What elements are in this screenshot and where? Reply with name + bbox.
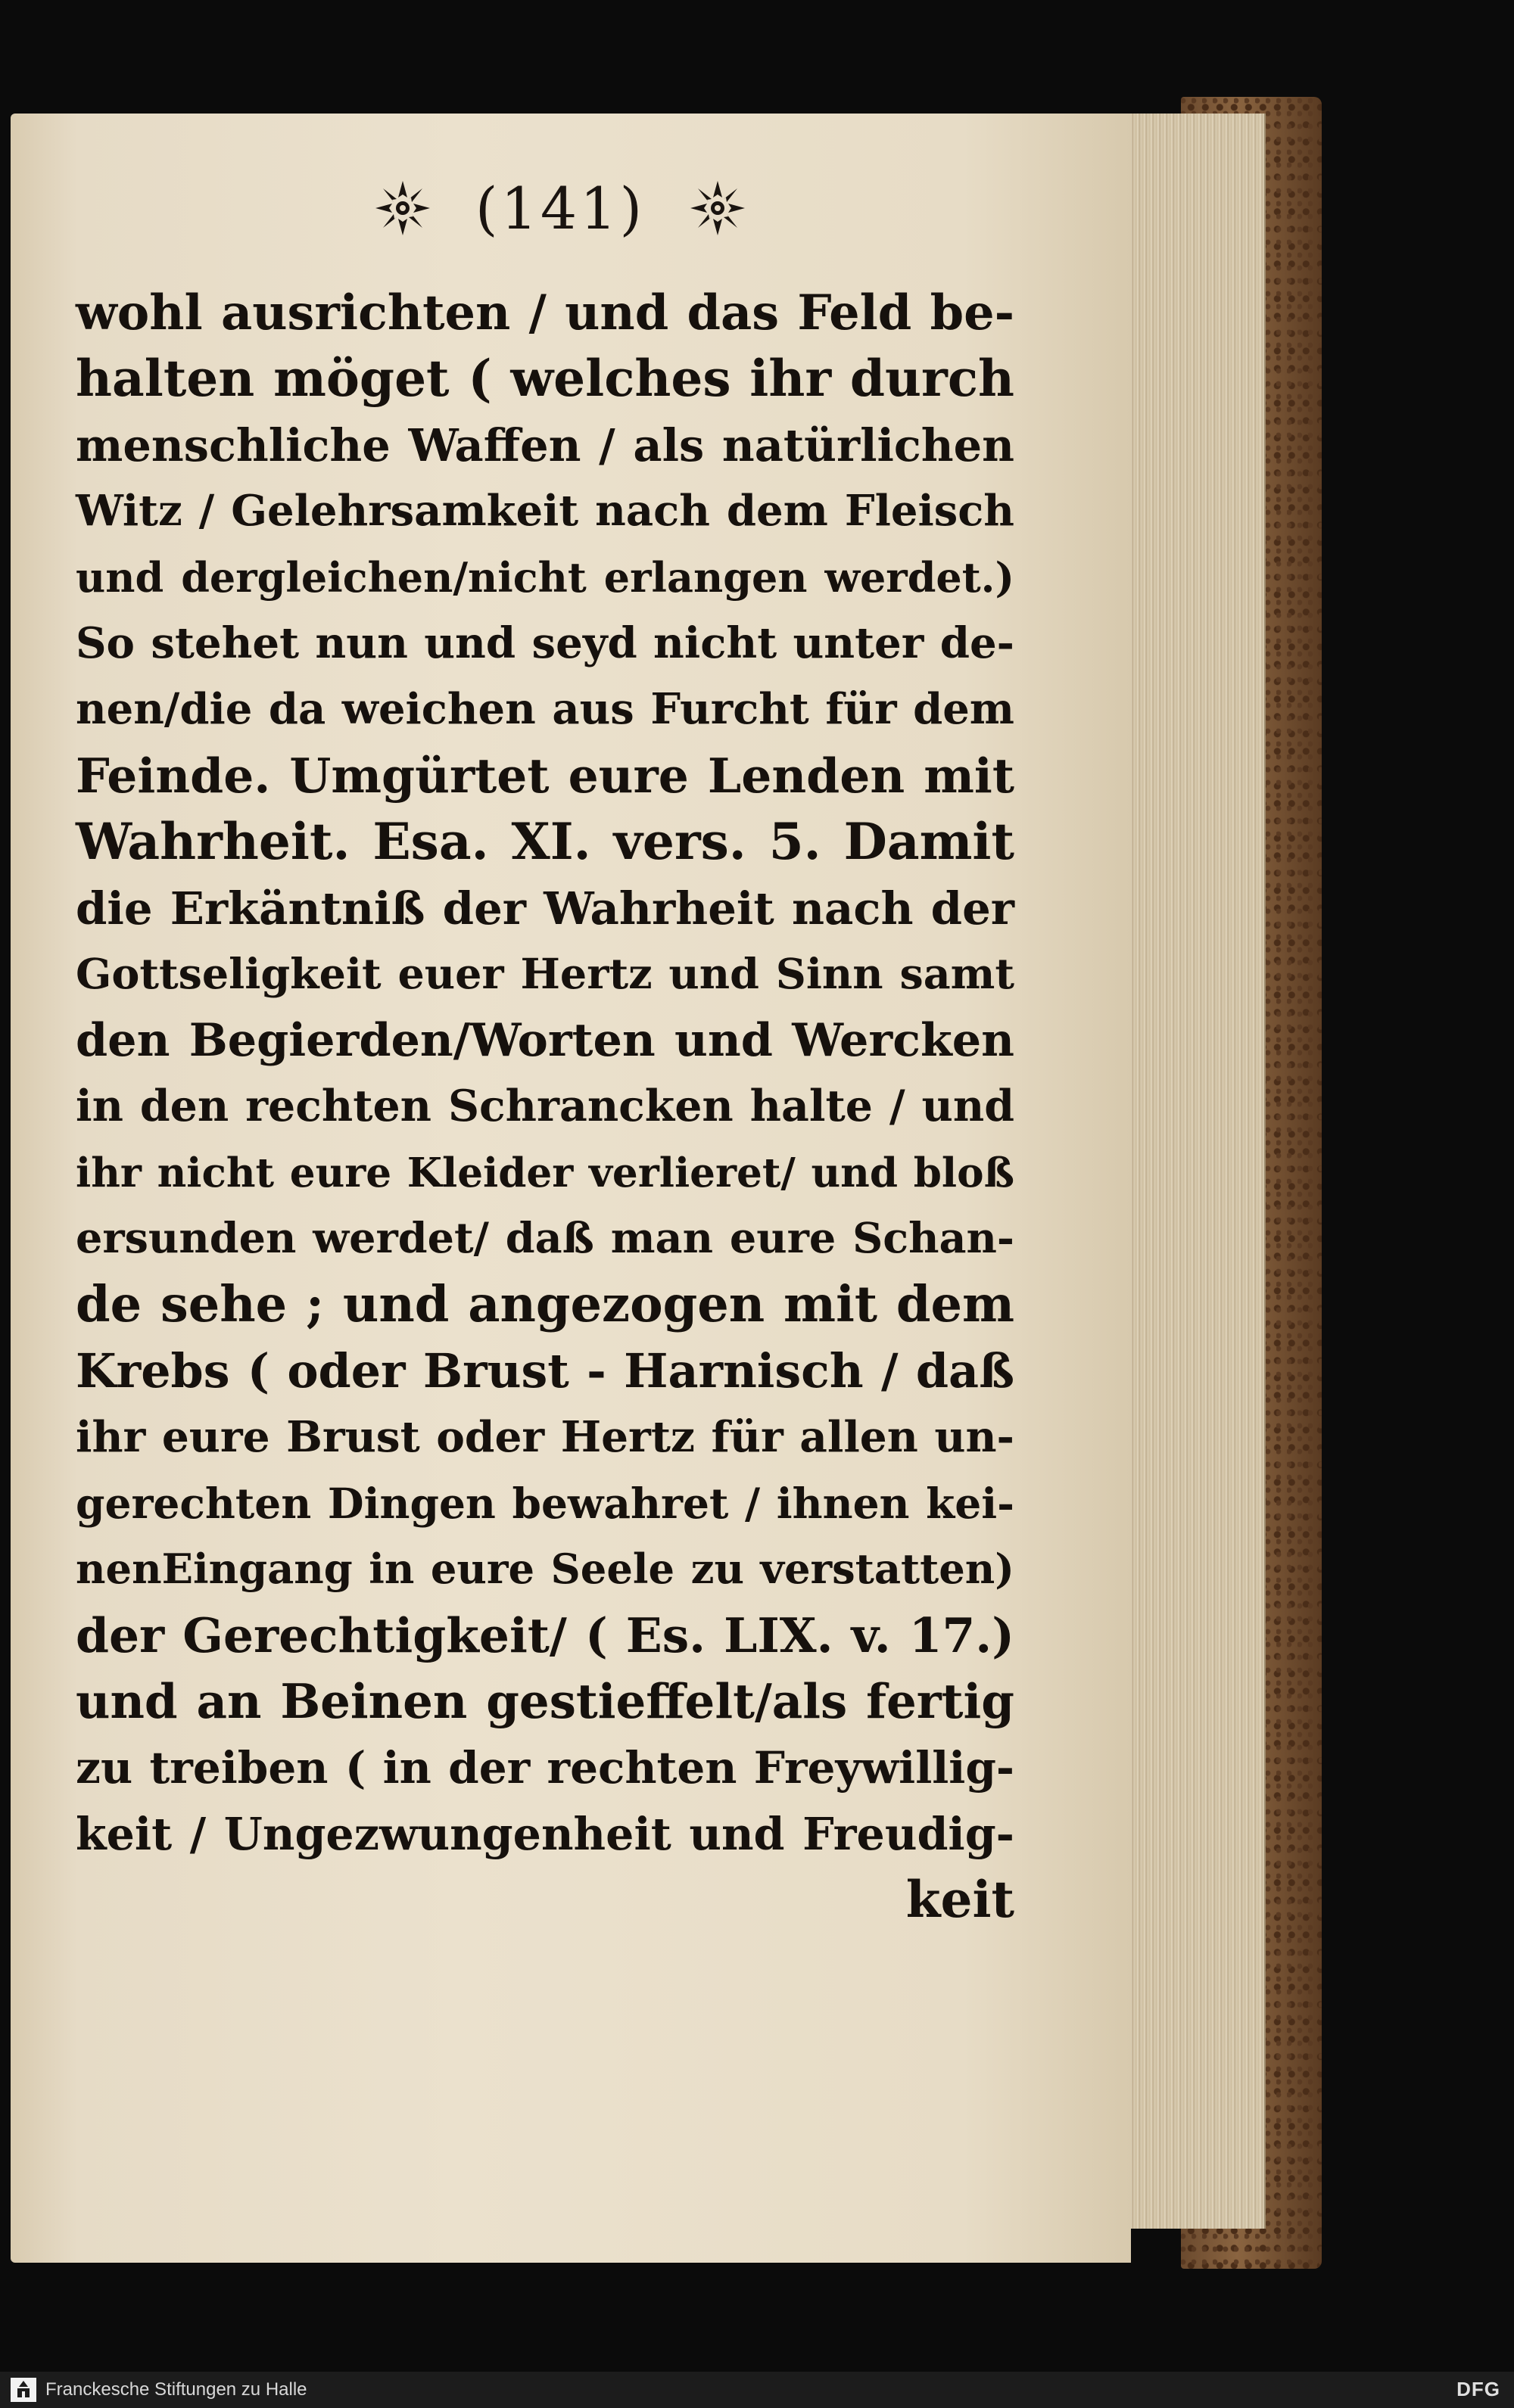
page-edges: [1120, 114, 1266, 2229]
page-number: (141): [475, 174, 646, 242]
text-line: der Gerechtigkeit/ ( Es. LIX. v. 17.): [76, 1607, 1014, 1663]
text-line: halten möget ( welches ihr durch: [76, 349, 1014, 409]
text-line: Witz / Gelehrsamkeit nach dem Fleisch: [76, 486, 1014, 537]
footer-credit: Franckesche Stiftungen zu Halle: [45, 2379, 307, 2400]
text-line: So stehet nun und seyd nicht unter de-: [76, 618, 1014, 668]
text-line: Feinde. Umgürtet eure Lenden mit: [76, 747, 1014, 804]
catchword: keit: [905, 1870, 1014, 1930]
text-line: keit / Ungezwungenheit und Freudig-: [76, 1807, 1014, 1860]
text-line: zu treiben ( in der rechten Freywillig-: [76, 1741, 1014, 1794]
franckesche-stiftungen-logo-icon: [11, 2378, 36, 2402]
text-line: gerechten Dingen bewahret / ihnen kei-: [76, 1479, 1014, 1529]
text-line: wohl ausrichten / und das Feld be-: [76, 285, 1014, 341]
page-header: [0, 173, 1120, 242]
page-text: [76, 280, 1014, 1934]
text-line: in den rechten Schrancken halte / und: [76, 1081, 1014, 1131]
text-line: menschliche Waffen / als natürlichen: [76, 418, 1014, 471]
text-line: und an Beinen gestieffelt/als fertig: [76, 1673, 1014, 1730]
text-line: die Erkäntniß der Wahrheit nach der: [76, 881, 1014, 935]
dfg-logo: DFG: [1456, 2378, 1500, 2400]
text-line: nen/die da weichen aus Furcht für dem: [76, 684, 1014, 735]
text-line: nenEingang in eure Seele zu verstatten): [76, 1545, 1014, 1594]
text-line: Krebs ( oder Brust - Harnisch / daß: [76, 1343, 1014, 1399]
text-line: Wahrheit. Esa. XI. vers. 5. Damit: [76, 812, 1014, 872]
text-line: ersunden werdet/ daß man eure Schan-: [76, 1214, 1014, 1264]
text-line: Gottseligkeit euer Hertz und Sinn samt: [76, 949, 1014, 999]
text-line: und dergleichen/nicht erlangen werdet.): [76, 552, 1014, 602]
text-line: de sehe ; und angezogen mit dem: [76, 1275, 1014, 1333]
rosette-ornament-icon: [372, 178, 433, 238]
text-line: ihr eure Brust oder Hertz für allen un-: [76, 1411, 1014, 1462]
text-line: den Begierden/Worten und Wercken: [76, 1013, 1014, 1068]
text-line: ihr nicht eure Kleider verlieret/ und bloß: [76, 1149, 1014, 1197]
viewer-footer: [0, 2372, 1514, 2408]
rosette-ornament-icon: [687, 178, 748, 238]
